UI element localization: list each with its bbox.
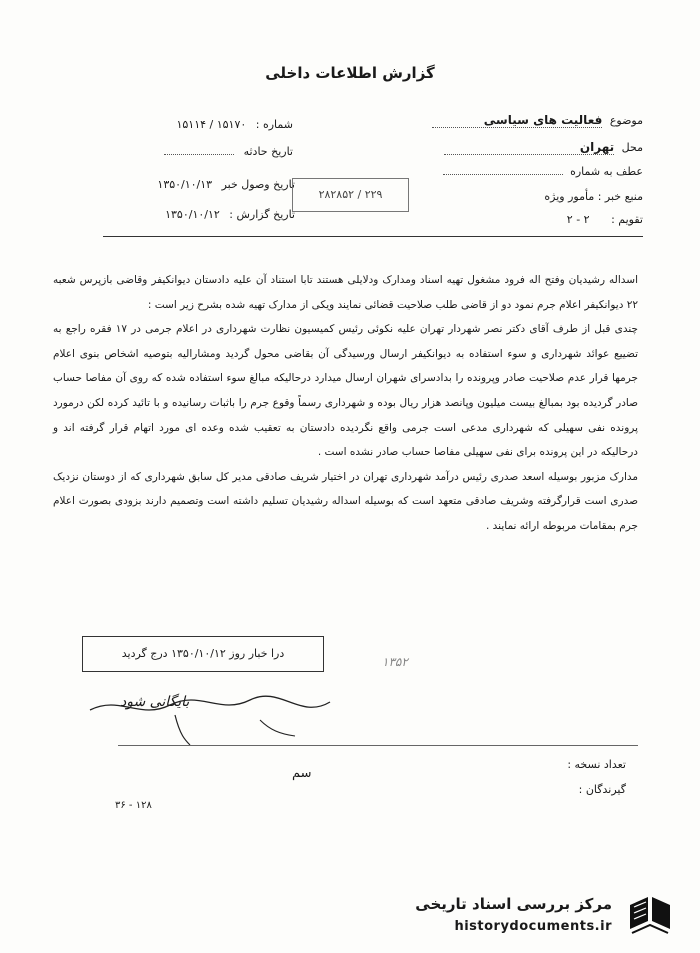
receipt-date-row <box>110 178 295 191</box>
logo-text-fa: مرکز بررسی اسناد تاریخی <box>415 895 612 913</box>
report-body <box>53 268 638 539</box>
evaluation-label: تقویم <box>618 213 643 226</box>
handwritten-mark-1: ۱۳۵۲ <box>382 655 408 669</box>
footer-divider <box>118 745 638 746</box>
source-value: مأمور ویژه <box>544 190 595 203</box>
logo-text-en: historydocuments.ir <box>454 919 612 934</box>
header-divider <box>103 236 643 237</box>
number-value: ۱۵۱۷۰ / ۱۵۱۱۴ <box>176 118 247 131</box>
report-date-row: تاریخ گزارش : ۱۳۵۰/۱۰/۱۲ <box>165 208 295 221</box>
subject-label: موضوع <box>609 114 643 127</box>
reference-stamp: ۲۸۲۸۵۲ / ۲۲۹ <box>292 178 409 212</box>
recipients-label: گیرندگان : <box>578 783 626 796</box>
evaluation-value: ۲ - ۲ <box>566 213 590 226</box>
subject-value: فعالیت های سیاسی <box>432 113 602 128</box>
event-date-row <box>118 145 293 158</box>
attach-row <box>443 165 643 178</box>
place-row <box>444 140 643 155</box>
document-title: گزارش اطلاعات داخلی <box>265 64 435 82</box>
paragraph-3: مدارک مزبور بوسیله اسعد صدری رئیس درآمد شهرداری تهران در اختیار شریف صادقی مدیر کل سابق شهرداری که از دوستان نزدیک صدری است قرارگرفته وشریف صادقی متعهد است که بوسیله اسداله رشیدیان تسلیم داشته است وتصمیم دارند بزودی بصورت اعلام جرم بمقامات مربوطه ارائه نمایند . <box>53 470 638 532</box>
event-date-label: تاریخ حادثه <box>243 145 293 158</box>
place-label: محل <box>621 141 643 154</box>
receipt-date-label: تاریخ وصول خبر <box>221 178 295 191</box>
form-code: ۳۶ - ۱۲۸ <box>115 800 152 811</box>
evaluation-row: تقویم : ۲ - ۲ <box>566 213 643 226</box>
subject-row <box>432 113 643 128</box>
number-row: شماره : ۱۵۱۷۰ / ۱۵۱۱۴ <box>176 118 293 131</box>
archive-logo <box>402 889 682 941</box>
receipt-date-value: ۱۳۵۰/۱۰/۱۳ <box>157 178 213 191</box>
paragraph-1: اسداله رشیدیان وفتح اله فرود مشغول تهیه اسناد ومدارک ودلایلی هستند تابا استناد آن علیه دادستان دیوانکیفر وقاضی بازپرس شعبه ۲۲ دیوانکیفر اعلام جرم نمود دو از قاضی طلب صلاحیت قضائی نمایند ویکی از مدارک تهیه شده بشرح زیر است : <box>53 274 638 311</box>
paragraph-2: چندی قبل از طرف آقای دکتر نصر شهردار تهران علیه نکوئی رئیس کمیسیون نظارت شهرداری در اعلام جرمی در ۱۷ فقره راجع به تضییع عوائد شهرداری و سوء استفاده به دیوانکیفر ارسال ورسیدگی آن بقاضی محول گردید ومشارالیه بتوصیه اشخاص بنوی اعلام جرمها قرار عدم صلاحیت صادر وپرونده را بدادسرای شهران ارسال میدارد درحالیکه مبالغ سوء استفاده شده که روی آن مفاصا حساب صادر گردیده بود بمبالغ بیست میلیون وپانصد هزار ریال بوده و شهرداری رسماً وقوع جرم را باثبات رسانیده و با تائید کرده لکن درمورد پرونده نفی سهیلی که شهرداری مدعی است جرمی واقع نگردیده دادستان به تعقیب شده وعده ای مورد اتهام قرار گرفته اند و درحالیکه در این پرونده برای نفی سهیلی مفاصا حساب صادر نشده است . <box>53 323 638 459</box>
copies-label: تعداد نسخه : <box>567 758 626 771</box>
signature-scribble <box>80 690 340 750</box>
book-logo-icon <box>622 891 678 939</box>
source-row: منبع خبر : مأمور ویژه <box>544 190 643 203</box>
source-label: منبع خبر <box>604 190 643 203</box>
handwritten-note: بایگانی شود <box>120 694 190 710</box>
report-date-value: ۱۳۵۰/۱۰/۱۲ <box>165 208 220 221</box>
number-label: شماره <box>262 118 293 131</box>
place-value: تهران <box>444 140 614 155</box>
attach-label: عطف به شماره <box>570 165 643 178</box>
sam-mark: سم <box>292 766 312 781</box>
report-date-label: تاریخ گزارش <box>236 208 295 221</box>
news-stamp-box: درا خبار روز ۱۳۵۰/۱۰/۱۲ درج گردید <box>82 636 324 672</box>
